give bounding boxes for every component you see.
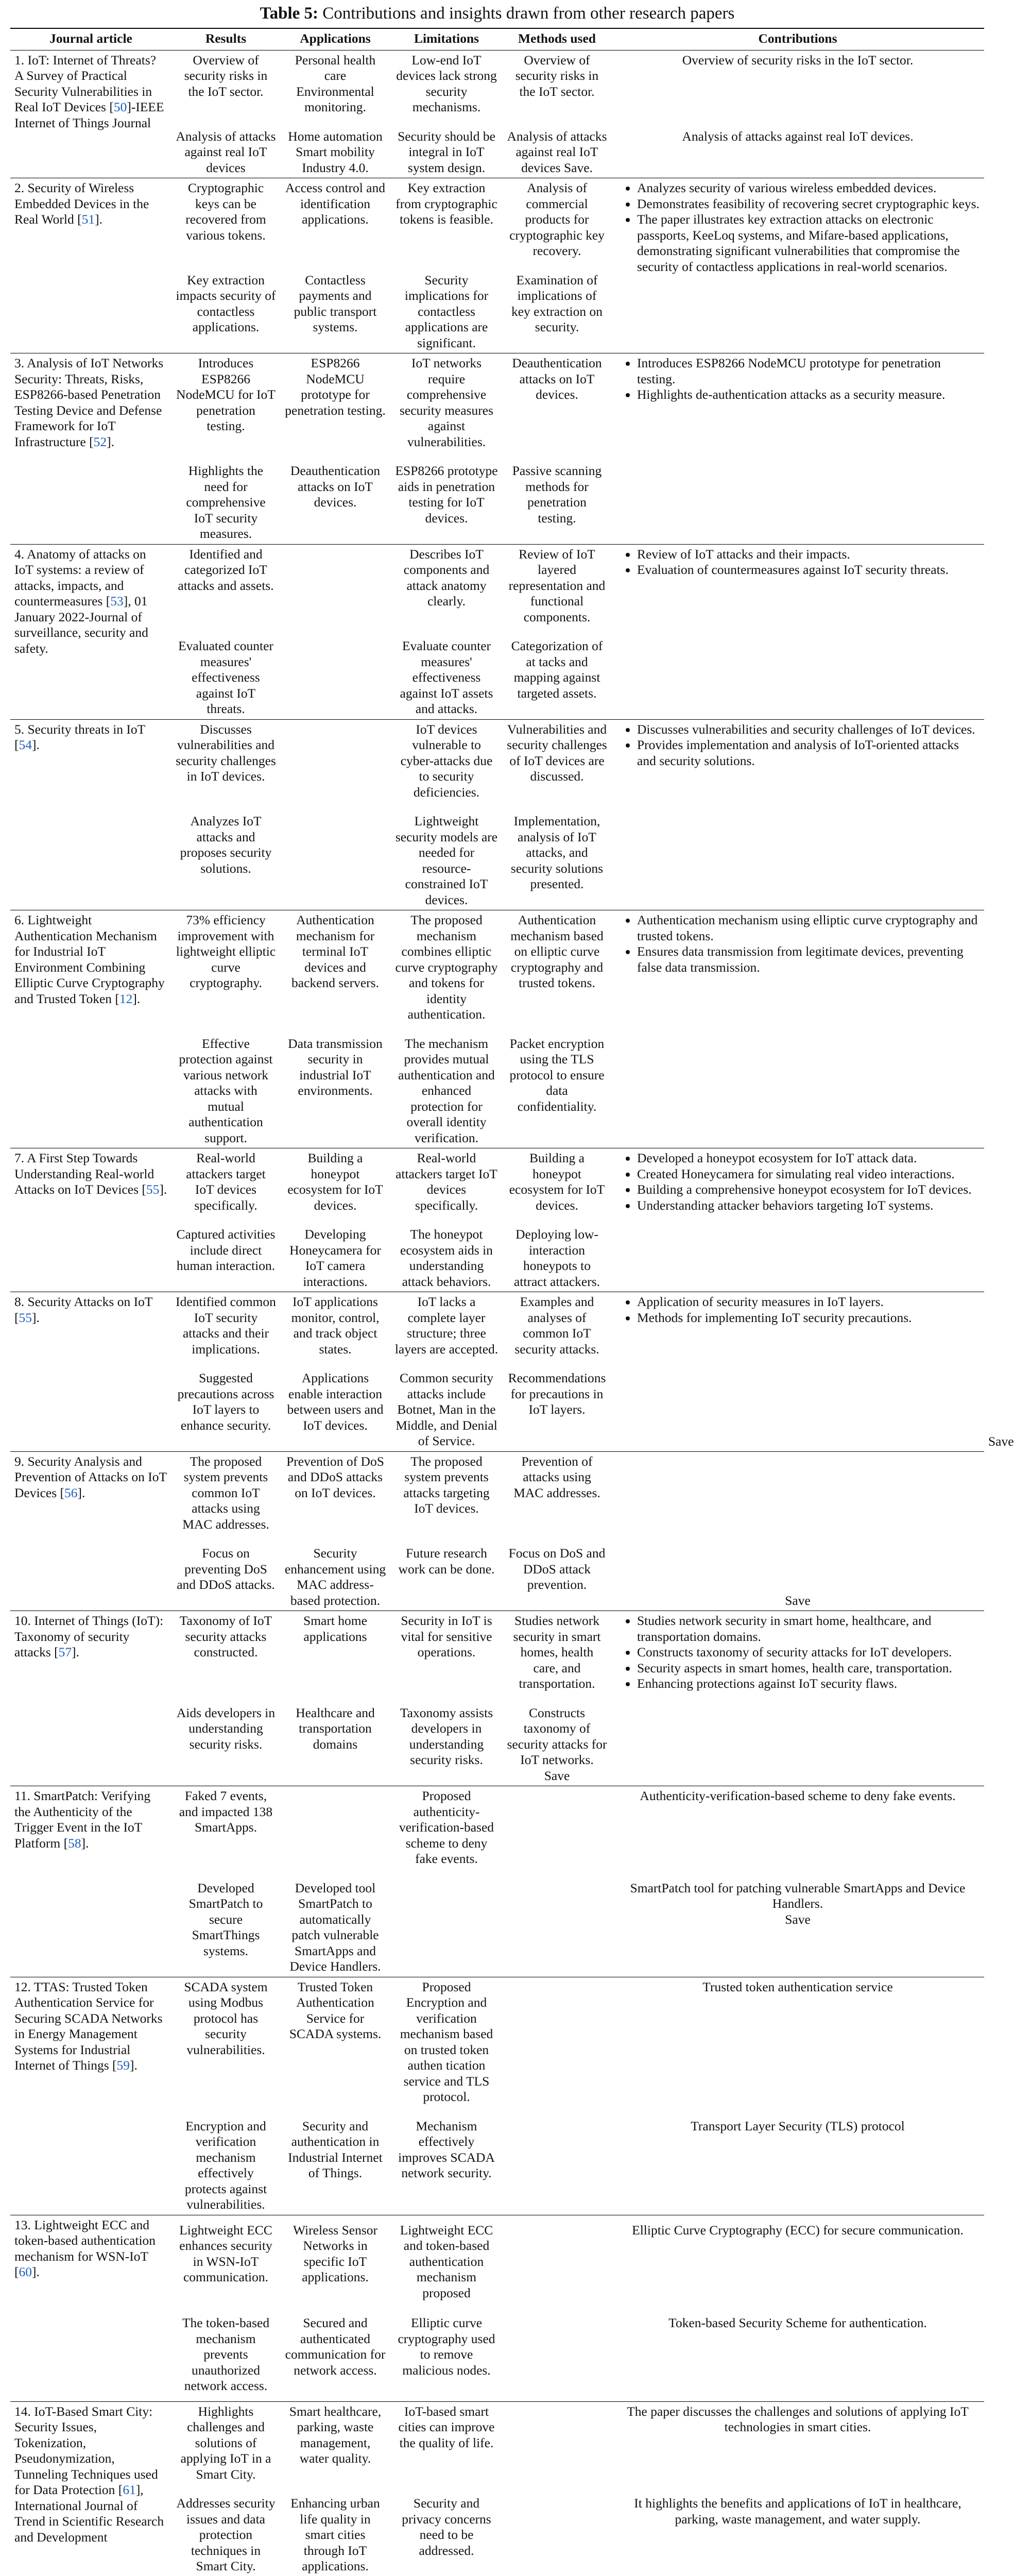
journal-article-cell: [10, 544, 171, 719]
applications-cell: Home automation Smart mobility Industry 4.0.: [288, 128, 383, 175]
article-title-suffix: ].: [32, 1310, 40, 1325]
applications-cell: Authentication mechanism for terminal IoT devices and backend servers.: [280, 910, 390, 1025]
methods-cell: Review of IoT layered representation and functional components.: [503, 544, 611, 627]
methods-cell: [503, 1869, 611, 1977]
contribution-item: • Methods for implementing IoT security precautions.: [637, 1310, 980, 1326]
journal-article-cell: [10, 50, 171, 178]
journal-article-cell: [10, 719, 171, 910]
article-title-suffix: ].: [32, 737, 40, 752]
results-cell: Captured activities include direct human interaction.: [176, 1227, 276, 1273]
applications-cell: Building a honeypot ecosystem for IoT devices.: [280, 1148, 390, 1216]
journal-article-cell: [10, 2401, 171, 2576]
citation-link[interactable]: 60: [19, 2264, 32, 2279]
applications-cell: Applications enable interaction between users and IoT devices.: [287, 1370, 384, 1433]
limitations-cell: The proposed system prevents attacks targeting IoT devices.: [390, 1451, 503, 1534]
table-row: [10, 1451, 984, 1534]
contribution-item: • Ensures data transmission from legitimate devices, preventing false data transmission.: [637, 944, 980, 975]
applications-cell: Developed tool SmartPatch to automatically patch vulnerable SmartApps and Device Handlers.: [289, 1880, 381, 1974]
limitations-cell: Real-world attackers target IoT devices specifically.: [390, 1148, 503, 1216]
contribution-item: • Highlights de-authentication attacks as a security measure.: [637, 387, 980, 403]
limitations-cell: Lightweight ECC and token-based authentication mechanism proposed: [390, 2215, 503, 2308]
applications-cell: Smart healthcare, parking, waste management, water quality.: [280, 2401, 390, 2484]
limitations-cell: Proposed authenticity-verification-based scheme to deny fake events.: [390, 1786, 503, 1869]
applications-cell: Smart home applications: [280, 1611, 390, 1694]
journal-article-cell: [10, 353, 171, 545]
journal-article-cell: [10, 1148, 171, 1292]
contributions-list: [615, 722, 980, 769]
applications-cell: [280, 1786, 390, 1869]
article-title: 11. SmartPatch: Verifying the Authenticity of the Trigger Event in the IoT Platform [: [14, 1788, 151, 1851]
contribution-item: • Demonstrates feasibility of recovering secret cryptographic keys.: [637, 196, 980, 212]
limitations-cell: Common security attacks include Botnet, Man in the Middle, and Denial of Service.: [396, 1370, 497, 1448]
results-cell: Suggested precautions across IoT layers to enhance security.: [177, 1370, 274, 1433]
results-cell: Key extraction impacts security of contactless applications.: [176, 272, 276, 334]
article-title-suffix: ].: [81, 1835, 89, 1851]
contributions-cell: Transport Layer Security (TLS) protocol: [691, 2118, 905, 2133]
contributions-cell: [611, 178, 984, 353]
applications-cell: Contactless payments and public transport systems.: [294, 272, 377, 334]
contributions-cell: [611, 1451, 984, 1534]
results-cell: Taxonomy of IoT security attacks constructed.: [171, 1611, 280, 1694]
limitations-cell: Security implications for contactless applications are significant.: [404, 272, 489, 350]
contributions-cell: [611, 353, 984, 545]
methods-cell: Recommendations for precautions in IoT layers.: [508, 1370, 606, 1417]
header-contributions: Contributions: [611, 28, 984, 50]
article-title: 2. Security of Wireless Embedded Devices in the Real World [: [14, 180, 149, 227]
article-title-suffix: ]-IEEE Internet of Things Journal: [14, 99, 164, 130]
contributions-list: [615, 180, 980, 275]
results-cell: Highlights challenges and solutions of applying IoT in a Smart City.: [171, 2401, 280, 2484]
contribution-item: • Authentication mechanism using elliptic curve cryptography and trusted tokens.: [637, 912, 980, 944]
article-title-suffix: ].: [159, 1182, 167, 1197]
methods-cell: Categorization of at tacks and mapping against targeted assets.: [511, 638, 603, 701]
results-cell: Effective protection against various network attacks with mutual authentication support.: [179, 1036, 273, 1145]
results-cell: Discusses vulnerabilities and security challenges in IoT devices.: [171, 719, 280, 802]
results-cell: Highlights the need for comprehensive IoT security measures.: [186, 463, 266, 541]
contributions-list: [615, 547, 980, 578]
applications-cell: Healthcare and transportation domains: [296, 1705, 375, 1752]
limitations-cell: [390, 1869, 503, 1977]
table-row: [10, 2215, 984, 2308]
results-cell: Evaluated counter measures' effectiveness against IoT threats.: [178, 638, 273, 716]
contribution-item: • Introduces ESP8266 NodeMCU prototype for penetration testing.: [637, 355, 980, 387]
methods-cell: [503, 2107, 611, 2215]
citation-link[interactable]: 55: [146, 1182, 160, 1197]
journal-article-cell: [10, 1786, 171, 1977]
methods-cell: Deploying low-interaction honeypots to attract attackers.: [513, 1227, 600, 1289]
contribution-item: • The paper illustrates key extraction attacks on electronic passports, KeeLoq systems, and Mifare-based applications, demonstrating significant vulnerabilities that compromise the security of contactless applications in real-world scenarios.: [637, 212, 980, 275]
methods-cell: [503, 1977, 611, 2107]
article-title: 7. A First Step Towards Understanding Real-world Attacks on IoT Devices [: [14, 1150, 154, 1197]
results-cell: Analyzes IoT attacks and proposes security solutions.: [180, 814, 272, 876]
contributions-cell: The paper discusses the challenges and solutions of applying IoT technologies in smart cities.: [611, 2401, 984, 2484]
article-title-suffix: ].: [77, 1485, 85, 1500]
article-title: 10. Internet of Things (IoT): Taxonomy of security attacks [: [14, 1613, 164, 1659]
results-cell: Lightweight ECC enhances security in WSN-IoT communication.: [171, 2215, 280, 2308]
table-row: [10, 50, 984, 117]
applications-cell: Access control and identification applications.: [280, 178, 390, 261]
methods-cell: Constructs taxonomy of security attacks for IoT networks. Save: [507, 1705, 607, 1783]
methods-cell: Authentication mechanism based on elliptic curve cryptography and trusted tokens.: [503, 910, 611, 1025]
article-title: 13. Lightweight ECC and token-based authentication mechanism for WSN-IoT [: [14, 2217, 156, 2279]
contributions-cell: [611, 1611, 984, 1786]
limitations-cell: Lightweight security models are needed for resource-constrained IoT devices.: [395, 814, 498, 907]
limitations-cell: IoT-based smart cities can improve the quality of life.: [390, 2401, 503, 2484]
contributions-cell: [611, 1148, 984, 1292]
methods-cell: Overview of security risks in the IoT sector.: [503, 50, 611, 117]
contributions-cell: Trusted token authentication service: [611, 1977, 984, 2107]
results-cell: Addresses security issues and data protection techniques in Smart City.: [176, 2496, 276, 2573]
article-title: 14. IoT-Based Smart City: Security Issues, Tokenization, Pseudonymization, Tunneling Techniques used for Data Protection [: [14, 2403, 158, 2497]
citation-link[interactable]: 51: [81, 212, 95, 227]
results-cell: 73% efficiency improvement with lightweight elliptic curve cryptography.: [171, 910, 280, 1025]
applications-cell: Data transmission security in industrial IoT environments.: [288, 1036, 383, 1098]
methods-cell: Analysis of attacks against real IoT devices Save.: [507, 128, 607, 175]
limitations-cell: The proposed mechanism combines elliptic curve cryptography and tokens for identity authentication.: [390, 910, 503, 1025]
table-row: [10, 910, 984, 1025]
applications-cell: [280, 719, 390, 802]
limitations-cell: Proposed Encryption and verification mechanism based on trusted token authen tication service and TLS protocol.: [390, 1977, 503, 2107]
limitations-cell: The honeypot ecosystem aids in understanding attack behaviors.: [400, 1227, 493, 1289]
methods-cell: Building a honeypot ecosystem for IoT devices.: [503, 1148, 611, 1216]
methods-cell: Focus on DoS and DDoS attack prevention.: [508, 1546, 606, 1592]
results-cell: Aids developers in understanding security risks.: [176, 1705, 276, 1752]
applications-cell: Trusted Token Authentication Service for SCADA systems.: [280, 1977, 390, 2107]
results-cell: The token-based mechanism prevents unauthorized network access.: [182, 2315, 270, 2393]
methods-cell: [503, 2484, 611, 2576]
header-applications: Applications: [280, 28, 390, 50]
methods-cell: Vulnerabilities and security challenges of IoT devices are discussed.: [503, 719, 611, 802]
methods-cell: Passive scanning methods for penetration testing.: [512, 463, 602, 526]
journal-article-cell: [10, 1611, 171, 1786]
contributions-cell: [611, 1292, 984, 1452]
citation-link[interactable]: 55: [19, 1310, 32, 1325]
article-title-suffix: ].: [32, 2264, 40, 2279]
methods-cell: Examples and analyses of common IoT security attacks.: [503, 1292, 611, 1360]
results-cell: Identified common IoT security attacks and their implications.: [171, 1292, 280, 1360]
results-cell: Developed SmartPatch to secure SmartThings systems.: [188, 1880, 263, 1958]
contributions-list: [615, 1294, 980, 1326]
limitations-cell: Taxonomy assists developers in understanding security risks.: [400, 1705, 493, 1767]
contribution-item: • Understanding attacker behaviors targeting IoT systems.: [637, 1198, 980, 1214]
article-title-suffix: ].: [95, 212, 102, 227]
limitations-cell: Security should be integral in IoT system design.: [398, 128, 495, 175]
results-cell: SCADA system using Modbus protocol has security vulnerabilities.: [171, 1977, 280, 2107]
applications-cell: Enhancing urban life quality in smart cities through IoT applications.: [290, 2496, 380, 2573]
limitations-cell: IoT lacks a complete layer structure; three layers are accepted.: [390, 1292, 503, 1360]
methods-cell: [503, 2215, 611, 2308]
table-row: [10, 2401, 984, 2484]
results-cell: Overview of security risks in the IoT sector.: [171, 50, 280, 117]
applications-cell: [280, 627, 390, 719]
contribution-item: • Developed a honeypot ecosystem for IoT attack data.: [637, 1150, 980, 1166]
limitations-cell: IoT networks require comprehensive security measures against vulnerabilities.: [390, 353, 503, 452]
limitations-cell: ESP8266 prototype aids in penetration testing for IoT devices.: [395, 463, 498, 526]
results-cell: Cryptographic keys can be recovered from various tokens.: [171, 178, 280, 261]
methods-cell: [503, 2401, 611, 2484]
table-row: [10, 353, 984, 452]
limitations-cell: Future research work can be done.: [398, 1546, 495, 1577]
contributions-table: [10, 28, 1014, 2576]
contributions-cell: Elliptic Curve Cryptography (ECC) for secure communication.: [611, 2215, 984, 2308]
article-title: 6. Lightweight Authentication Mechanism for Industrial IoT Environment Combining Elliptic Curve Cryptography and Trusted Token [: [14, 912, 165, 1006]
journal-article-cell: [10, 910, 171, 1148]
contributions-list: [615, 1150, 980, 1213]
citation-link[interactable]: 58: [68, 1835, 81, 1851]
methods-cell: Studies network security in smart homes, health care, and transportation.: [503, 1611, 611, 1694]
header-results: Results: [171, 28, 280, 50]
contribution-item: • Application of security measures in IoT layers.: [637, 1294, 980, 1310]
applications-cell: Personal health care Environmental monitoring.: [280, 50, 390, 117]
contributions-cell: [611, 910, 984, 1148]
results-cell: Introduces ESP8266 NodeMCU for IoT penetration testing.: [171, 353, 280, 452]
applications-cell: Prevention of DoS and DDoS attacks on IoT devices.: [280, 1451, 390, 1534]
journal-article-cell: [10, 1977, 171, 2215]
contribution-item: • Building a comprehensive honeypot ecosystem for IoT devices.: [637, 1182, 980, 1198]
results-cell: Faked 7 events, and impacted 138 SmartApps.: [171, 1786, 280, 1869]
article-title: 1. IoT: Internet of Threats? A Survey of Practical Security Vulnerabilities in Real IoT Devices [: [14, 52, 157, 114]
limitations-cell: Mechanism effectively improves SCADA network security.: [398, 2118, 495, 2180]
applications-cell: IoT applications monitor, control, and track object states.: [280, 1292, 390, 1360]
contributions-cell: [611, 719, 984, 910]
methods-cell: Examination of implications of key extraction on security.: [511, 272, 603, 334]
methods-cell: Prevention of attacks using MAC addresses.: [503, 1451, 611, 1534]
applications-cell: ESP8266 NodeMCU prototype for penetration testing.: [280, 353, 390, 452]
article-title-suffix: ], International Journal of Trend in Scientific Research and Development: [14, 2482, 164, 2545]
contributions-list: [615, 1613, 980, 1692]
applications-cell: Deauthentication attacks on IoT devices.: [290, 463, 381, 510]
citation-link[interactable]: 57: [58, 1645, 72, 1659]
table-caption-text: Contributions and insights drawn from other research papers: [322, 4, 735, 23]
applications-cell: Wireless Sensor Networks in specific IoT applications.: [280, 2215, 390, 2308]
article-title-suffix: ], 01 January 2022-Journal of surveillance, security and safety.: [14, 594, 148, 656]
article-title-suffix: ].: [130, 2058, 138, 2073]
results-cell: Focus on preventing DoS and DDoS attacks.: [177, 1546, 275, 1592]
contribution-item: • Created Honeycamera for simulating real video interactions.: [637, 1166, 980, 1182]
table-row: [10, 544, 984, 627]
limitations-cell: Describes IoT components and attack anatomy clearly.: [390, 544, 503, 627]
contribution-item: • Evaluation of countermeasures against IoT security threats.: [637, 562, 980, 578]
table-row: [10, 1292, 984, 1360]
article-title: 12. TTAS: Trusted Token Authentication Service for Securing SCADA Networks in Energy Management Systems for Industrial Internet of Things [: [14, 1979, 163, 2073]
applications-cell: [280, 802, 390, 910]
applications-cell: Security and authentication in Industrial Internet of Things.: [288, 2118, 383, 2180]
citation-link[interactable]: 59: [116, 2058, 130, 2073]
header-limitations: Limitations: [390, 28, 503, 50]
contribution-item: • Review of IoT attacks and their impacts.: [637, 547, 980, 563]
applications-cell: Secured and authenticated communication for network access.: [285, 2315, 386, 2378]
results-cell: Real-world attackers target IoT devices specifically.: [171, 1148, 280, 1216]
citation-link[interactable]: 12: [119, 991, 133, 1006]
limitations-cell: Evaluate counter measures' effectiveness against IoT assets and attacks.: [400, 638, 493, 716]
contributions-cell: SmartPatch tool for patching vulnerable SmartApps and Device Handlers. Save: [630, 1880, 966, 1927]
contributions-list: [615, 912, 980, 975]
table-row: [10, 1977, 984, 2107]
article-title: 5. Security threats in IoT [: [14, 721, 145, 752]
results-cell: Identified and categorized IoT attacks and assets.: [171, 544, 280, 627]
table-body: [10, 50, 1014, 2576]
journal-article-cell: [10, 2215, 171, 2401]
article-title-suffix: ].: [132, 991, 141, 1006]
table-row: [10, 1786, 984, 1869]
contributions-cell: It highlights the benefits and applications of IoT in healthcare, parking, waste management, and water supply.: [634, 2496, 961, 2527]
contribution-item: • Security aspects in smart homes, health care, transportation.: [637, 1660, 980, 1676]
contribution-item: • Constructs taxonomy of security attacks for IoT developers.: [637, 1645, 980, 1660]
article-title: 8. Security Attacks on IoT [: [14, 1294, 152, 1325]
contributions-cell: Token-based Security Scheme for authentication.: [668, 2315, 927, 2330]
article-title-suffix: ].: [72, 1645, 80, 1659]
article-title: 3. Analysis of IoT Networks Security: Threats, Risks, ESP8266-based Penetration Testing Device and Defense Framework for IoT Infrastructure [: [14, 355, 164, 449]
methods-cell: Implementation, analysis of IoT attacks, and security solutions presented.: [510, 814, 604, 891]
table-row: [10, 719, 984, 802]
contributions-cell: [611, 544, 984, 719]
results-cell: Encryption and verification mechanism effectively protects against vulnerabilities.: [184, 2118, 267, 2212]
table-row: [10, 1611, 984, 1694]
journal-article-cell: [10, 178, 171, 353]
limitations-cell: IoT devices vulnerable to cyber-attacks due to security deficiencies.: [390, 719, 503, 802]
results-cell: Analysis of attacks against real IoT devices: [176, 128, 276, 175]
contributions-cell: Analysis of attacks against real IoT devices.: [682, 128, 914, 144]
applications-cell: Developing Honeycamera for IoT camera interactions.: [289, 1227, 381, 1289]
article-title: 4. Anatomy of attacks on IoT systems: a review of attacks, impacts, and countermeasures [: [14, 546, 146, 608]
methods-cell: Deauthentication attacks on IoT devices.: [503, 353, 611, 452]
methods-cell: Packet encryption using the TLS protocol to ensure data confidentiality.: [509, 1036, 605, 1114]
table-row: [10, 1148, 984, 1216]
applications-cell: [280, 544, 390, 627]
contribution-item: • Provides implementation and analysis of IoT-oriented attacks and security solutions.: [637, 737, 980, 769]
citation-link[interactable]: 54: [19, 737, 32, 752]
methods-cell: Analysis of commercial products for cryptographic key recovery.: [503, 178, 611, 261]
results-cell: The proposed system prevents common IoT attacks using MAC addresses.: [171, 1451, 280, 1534]
header-journal-article: Journal article: [10, 28, 171, 50]
limitations-cell: Security and privacy concerns need to be addressed.: [402, 2496, 491, 2558]
limitations-cell: Security in IoT is vital for sensitive operations.: [390, 1611, 503, 1694]
citation-link[interactable]: 50: [113, 99, 127, 114]
citation-link[interactable]: 52: [93, 434, 107, 449]
table-caption: [10, 3, 984, 24]
citation-link[interactable]: 53: [110, 594, 124, 608]
table-caption-label: Table 5:: [260, 4, 319, 23]
limitations-cell: Elliptic curve cryptography used to remove malicious nodes.: [398, 2315, 495, 2378]
table-header-row: [10, 28, 984, 50]
methods-cell: [503, 1786, 611, 1869]
contribution-item: • Studies network security in smart home, healthcare, and transportation domains.: [637, 1613, 980, 1645]
limitations-cell: Key extraction from cryptographic tokens is feasible.: [390, 178, 503, 261]
table-row: Suggested precautions across IoT layers to enhance security. Applications enable interaction between users and IoT devices. Common security attacks include Botnet, Man in the Middle, and Denial of Service. Recommendations for precautions in IoT layers. Save: [10, 1359, 984, 1451]
contribution-item: • Analyzes security of various wireless embedded devices.: [637, 180, 980, 196]
journal-article-cell: [10, 1292, 171, 1452]
citation-link[interactable]: 61: [123, 2482, 136, 2497]
contribution-item: • Enhancing protections against IoT security flaws.: [637, 1676, 980, 1692]
citation-link[interactable]: 56: [64, 1485, 78, 1500]
applications-cell: Security enhancement using MAC address-based protection.: [284, 1546, 386, 1608]
contribution-item: • Discusses vulnerabilities and security challenges of IoT devices.: [637, 722, 980, 738]
contributions-cell: Authenticity-verification-based scheme to deny fake events.: [611, 1786, 984, 1869]
limitations-cell: Low-end IoT devices lack strong security mechanisms.: [390, 50, 503, 117]
table-row: [10, 178, 984, 261]
contributions-cell: Overview of security risks in the IoT sector.: [611, 50, 984, 117]
limitations-cell: The mechanism provides mutual authentication and enhanced protection for overall identity verification.: [398, 1036, 495, 1145]
article-title-suffix: ].: [107, 434, 114, 449]
methods-cell: [503, 2308, 611, 2401]
contributions-cell: Save: [785, 1592, 811, 1608]
contributions-list: [615, 355, 980, 403]
article-title: 9. Security Analysis and Prevention of Attacks on IoT Devices [: [14, 1453, 167, 1500]
journal-article-cell: [10, 1451, 171, 1611]
header-methods-used: Methods used: [503, 28, 611, 50]
